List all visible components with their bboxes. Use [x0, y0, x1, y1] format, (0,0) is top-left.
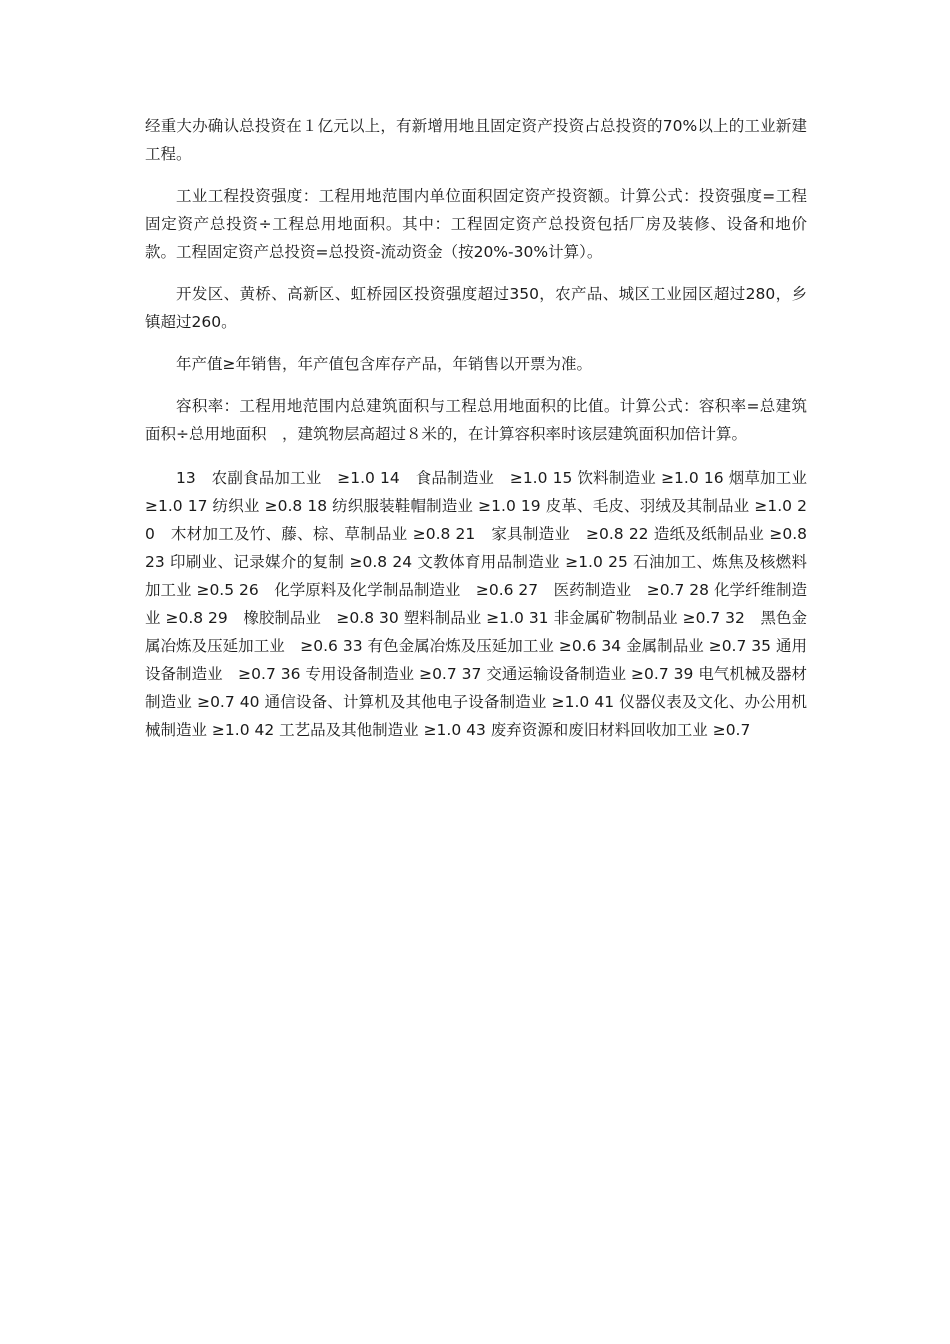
paragraph-output-sales: 年产值≥年销售，年产值包含库存产品，年销售以开票为准。: [176, 355, 592, 373]
paragraph-investment-intensity: 工业工程投资强度：工程用地范围内单位面积固定资产投资额。计算公式：投资强度=工程固定资产总投资÷工程总用地面积。其中：工程固定资产总投资包括厂房及装修、设备和地价款。工程固定资产总投资=总投资-流动资金（按20%-30%计算）。: [145, 187, 807, 261]
document-body: [145, 112, 807, 758]
paragraph-industry-plot-ratio-list: 13 农副食品加工业 ≥1.0 14 食品制造业 ≥1.0 15 饮料制造业 ≥1.0 16 烟草加工业 ≥1.0 17 纺织业 ≥0.8 18 纺织服装鞋帽制造业 ≥1.0 19 皮革、毛皮、羽绒及其制品业 ≥1.0 20 木材加工及竹、藤、棕、草制品业 ≥0.8 21 家具制造业 ≥0.8 22 造纸及纸制品业 ≥0.8 23 印刷业、记录媒介的复制 ≥0.8 24 文教体育用品制造业 ≥1.0 25 石油加工、炼焦及核燃料加工业 ≥0.5 26 化学原料及化学制品制造业 ≥0.6 27 医药制造业 ≥0.7 28 化学纤维制造业 ≥0.8 29 橡胶制品业 ≥0.8 30 塑料制品业 ≥1.0 31 非金属矿物制品业 ≥0.7 32 黑色金属冶炼及压延加工业 ≥0.6 33 有色金属冶炼及压延加工业 ≥0.6 34 金属制品业 ≥0.7 35 通用设备制造业 ≥0.7 36 专用设备制造业 ≥0.7 37 交通运输设备制造业 ≥0.7 39 电气机械及器材制造业 ≥0.7 40 通信设备、计算机及其他电子设备制造业 ≥1.0 41 仪器仪表及文化、办公用机械制造业 ≥1.0 42 工艺品及其他制造业 ≥1.0 43 废弃资源和废旧材料回收加工业 ≥0.7: [145, 469, 807, 739]
paragraph-intensity-thresholds: 开发区、黄桥、高新区、虹桥园区投资强度超过350，农产品、城区工业园区超过280，乡镇超过260。: [145, 285, 807, 331]
paragraph-project-definition: 经重大办确认总投资在１亿元以上，有新增用地且固定资产投资占总投资的70%以上的工业新建工程。: [145, 117, 807, 163]
paragraph-plot-ratio: 容积率：工程用地范围内总建筑面积与工程总用地面积的比值。计算公式：容积率=总建筑面积÷总用地面积 ，建筑物层高超过８米的，在计算容积率时该层建筑面积加倍计算。: [145, 397, 807, 443]
